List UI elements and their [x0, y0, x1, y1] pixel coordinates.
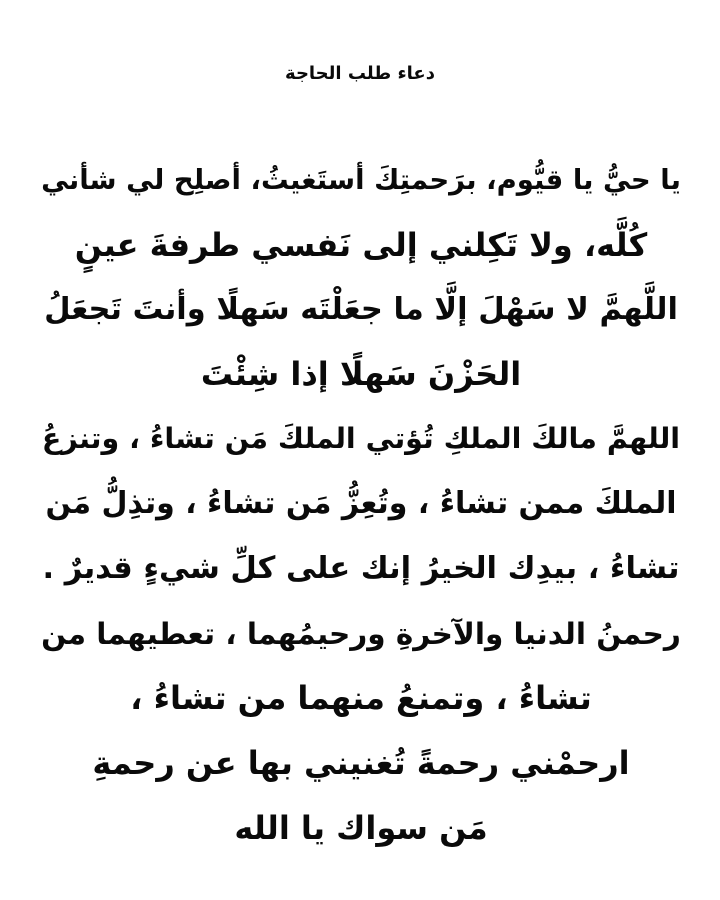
prayer-text — [40, 148, 682, 861]
prayer-line: رحمنُ الدنيا والآخرةِ ورحيمُهما ، تعطيهما من — [41, 616, 681, 651]
prayer-line: ارحمْني رحمةً تُغنيني بها عن رحمةِ — [92, 744, 630, 783]
prayer-line: تشاءُ ، وتمنعُ منهما من تشاءُ ، — [130, 679, 592, 718]
prayer-line: مَن سواك يا الله — [234, 808, 488, 847]
prayer-line: الحَزْنَ سَهلًا إذا شِئْتَ — [200, 355, 522, 394]
prayer-line: اللَّهمَّ لا سَهْلَ إلَّا ما جعَلْتَه سَهلًا وأنتَ تَجعَلُ — [44, 291, 678, 327]
prayer-line: تشاءُ ، بيدِك الخيرُ إنك على كلِّ شيءٍ قديرٌ . — [42, 550, 680, 586]
page-title: دعاء طلب الحاجة — [285, 63, 435, 84]
prayer-line: يا حيُّ يا قيُّوم، برَحمتِكَ أستَغيثُ، أصلِح لي شأني — [41, 164, 681, 196]
prayer-line: اللهمَّ مالكَ الملكِ تُؤتي الملكَ مَن تشاءُ ، وتنزعُ — [41, 422, 681, 456]
prayer-line: الملكَ ممن تشاءُ ، وتُعِزُّ مَن تشاءُ ، وتذِلُّ مَن — [45, 485, 677, 521]
prayer-line: كُلَّه، ولا تَكِلني إلى نَفسي طرفةَ عينٍ — [74, 225, 648, 264]
